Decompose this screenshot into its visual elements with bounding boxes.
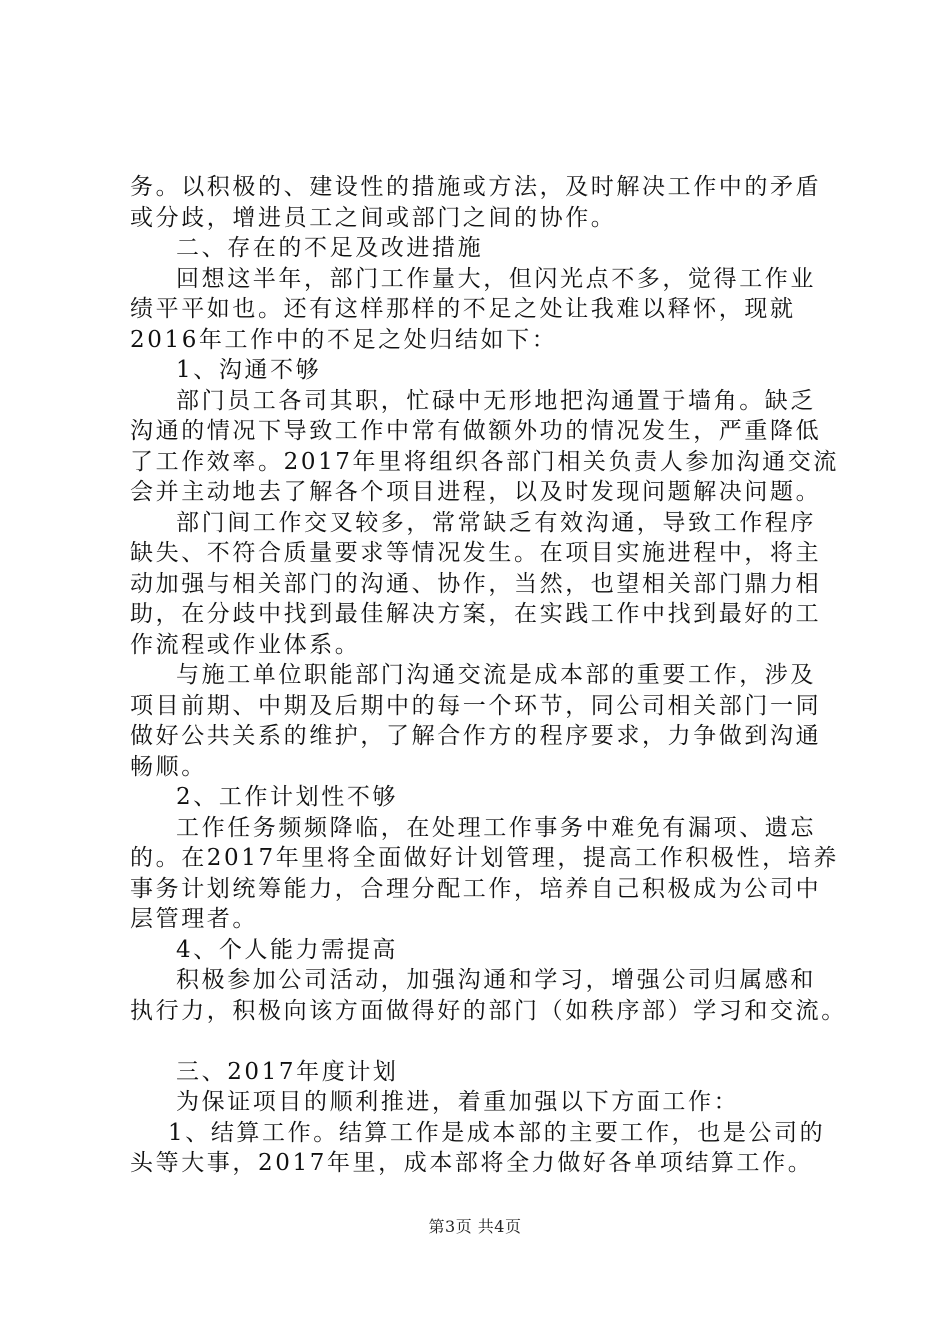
paragraph-line: 部门间工作交叉较多，常常缺乏有效沟通，导致工作程序 — [176, 509, 816, 536]
paragraph-line: 执行力，积极向该方面做得好的部门（如秩序部）学习和交流。 — [130, 997, 847, 1024]
paragraph-line: 工作任务频频降临，在处理工作事务中难免有漏项、遗忘 — [176, 814, 816, 841]
paragraph-line: 头等大事，2017年里，成本部将全力做好各单项结算工作。 — [130, 1150, 814, 1176]
paragraph-line: 沟通的情况下导致工作中常有做额外功的情况发生，严重降低 — [130, 418, 822, 444]
paragraph-line: 绩平平如也。还有这样那样的不足之处让我难以释怀，现就 — [130, 296, 796, 322]
paragraph-line: 1、结算工作。结算工作是成本部的主要工作，也是公司的 — [168, 1119, 826, 1146]
paragraph-line: 缺失、不符合质量要求等情况发生。在项目实施进程中，将主 — [130, 540, 822, 566]
paragraph-line: 为保证项目的顺利推进，着重加强以下方面工作： — [176, 1089, 740, 1115]
paragraph-line: 动加强与相关部门的沟通、协作，当然，也望相关部门鼎力相 — [130, 570, 822, 597]
paragraph-line: 层管理者。 — [130, 906, 258, 932]
page-number-footer: 第3页 共4页 — [428, 1217, 522, 1236]
paragraph-line: 事务计划统筹能力，合理分配工作，培养自己积极成为公司中 — [130, 875, 822, 902]
paragraph-line: 或分歧，增进员工之间或部门之间的协作。 — [130, 204, 617, 231]
subsection-heading: 2、工作计划性不够 — [176, 784, 399, 810]
paragraph-line: 作流程或作业体系。 — [130, 631, 361, 658]
paragraph-line: 做好公共关系的维护，了解合作方的程序要求，力争做到沟通 — [130, 723, 822, 749]
document-body — [130, 172, 850, 1179]
paragraph-line: 部门员工各司其职，忙碌中无形地把沟通置于墙角。缺乏 — [176, 387, 816, 414]
paragraph-line: 的。在2017年里将全面做好计划管理，提高工作积极性，培养 — [130, 845, 839, 871]
paragraph-line: 项目前期、中期及后期中的每一个环节，同公司相关部门一同 — [130, 692, 822, 719]
paragraph-line: 积极参加公司活动，加强沟通和学习，增强公司归属感和 — [176, 967, 816, 993]
paragraph-line: 与施工单位职能部门沟通交流是成本部的重要工作，涉及 — [176, 662, 816, 688]
blank-line — [130, 1026, 850, 1057]
paragraph-line: 务。以积极的、建设性的措施或方法，及时解决工作中的矛盾 — [130, 174, 822, 200]
paragraph-line: 畅顺。 — [130, 753, 207, 780]
section-heading: 二、存在的不足及改进措施 — [176, 235, 484, 261]
subsection-heading: 1、沟通不够 — [176, 357, 322, 383]
subsection-heading: 4、个人能力需提高 — [176, 936, 399, 963]
section-heading: 三、2017年度计划 — [176, 1058, 399, 1085]
paragraph-line: 会并主动地去了解各个项目进程，以及时发现问题解决问题。 — [130, 479, 822, 505]
paragraph-line: 了工作效率。2017年里将组织各部门相关负责人参加沟通交流 — [130, 448, 839, 475]
paragraph-line: 回想这半年，部门工作量大，但闪光点不多，觉得工作业 — [176, 265, 816, 292]
paragraph-line: 助，在分歧中找到最佳解决方案，在实践工作中找到最好的工 — [130, 601, 822, 627]
paragraph-line: 2016年工作中的不足之处归结如下： — [130, 326, 558, 353]
